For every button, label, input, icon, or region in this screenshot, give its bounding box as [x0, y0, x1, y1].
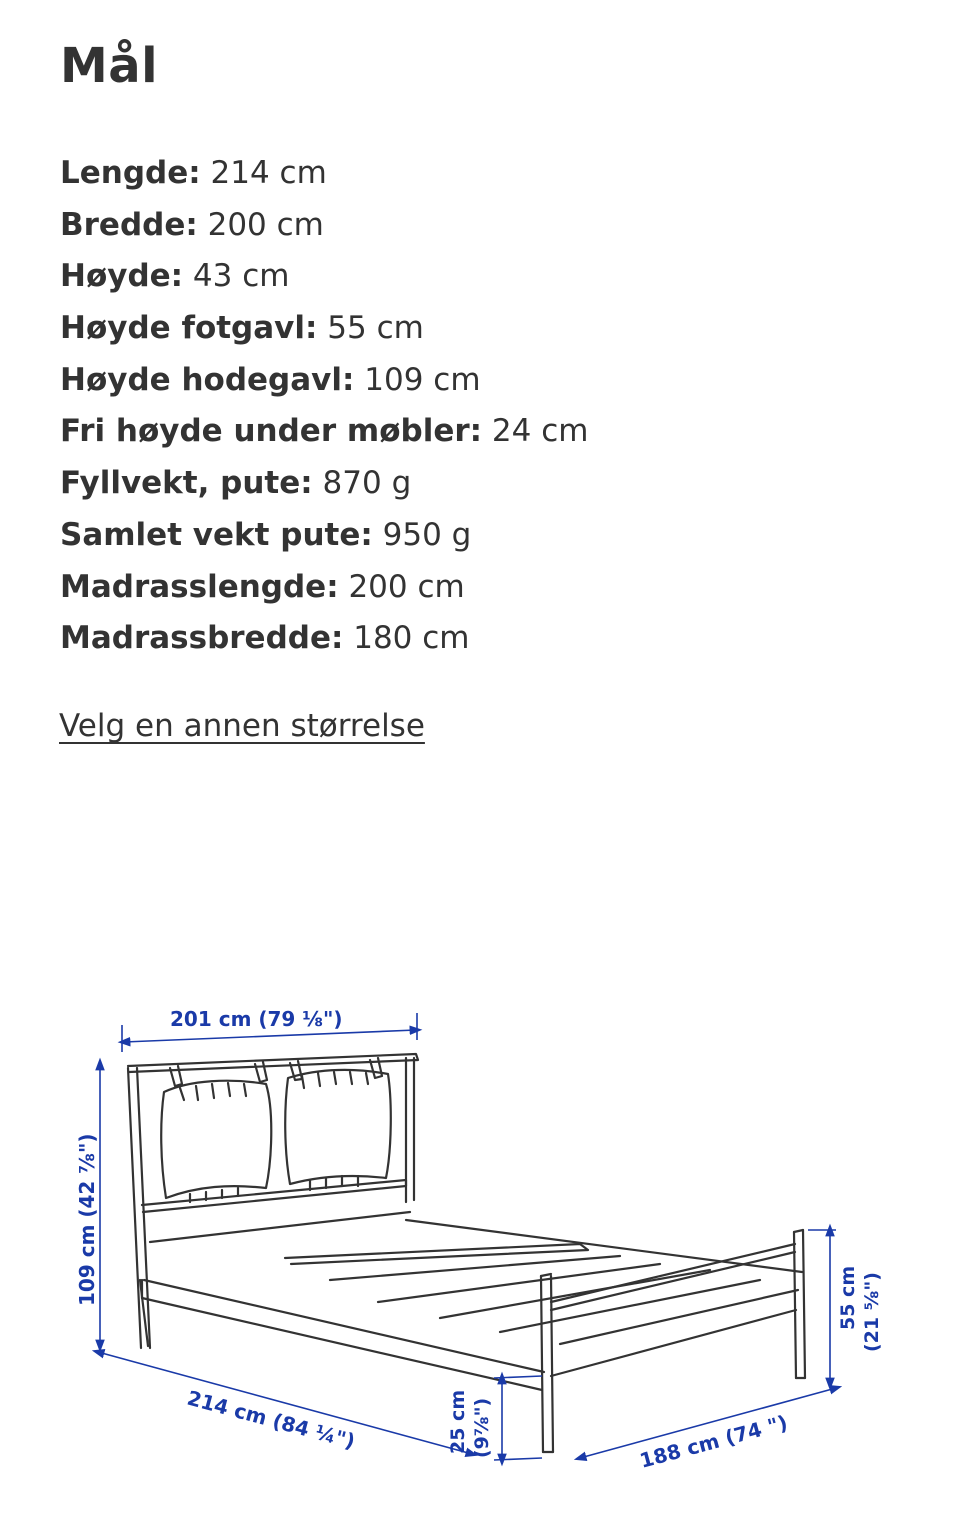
spec-row-mattress-width — [60, 613, 588, 665]
spec-value: 870 g — [322, 465, 412, 502]
spec-row-headboard-height — [60, 355, 588, 407]
page-title: Mål — [60, 38, 159, 94]
spec-label: Høyde: — [60, 258, 184, 295]
spec-label: Madrasslengde: — [60, 568, 339, 605]
clearance-label: 25 cm — [447, 1389, 469, 1454]
spec-row-length — [60, 148, 588, 200]
footboard-height-inches: (21 ⅝") — [861, 1272, 883, 1352]
spec-label: Fri høyde under møbler: — [60, 413, 483, 450]
spec-row-footboard-height — [60, 303, 588, 355]
depth-dimension-label: 188 cm (74 ") — [637, 1410, 790, 1473]
spec-label: Samlet vekt pute: — [60, 516, 373, 553]
dimensions-list — [60, 148, 588, 665]
spec-value: 109 cm — [364, 361, 481, 398]
spec-value: 43 cm — [192, 258, 290, 295]
clearance-inches: (9⅞") — [471, 1397, 493, 1458]
length-dimension-label: 214 cm (84 ¼") — [184, 1385, 358, 1454]
footboard-height-label: 55 cm — [837, 1265, 859, 1330]
spec-row-total-weight — [60, 510, 588, 562]
spec-value: 214 cm — [210, 155, 327, 191]
choose-size-link[interactable]: Velg en annen størrelse — [59, 708, 425, 744]
spec-value: 200 cm — [207, 206, 324, 243]
spec-label: Fyllvekt, pute: — [60, 465, 313, 502]
spec-label: Madrassbredde: — [60, 620, 344, 657]
spec-value: 24 cm — [491, 413, 589, 450]
spec-label: Høyde fotgavl: — [60, 310, 318, 347]
spec-value: 180 cm — [353, 620, 470, 657]
spec-value: 200 cm — [348, 568, 465, 605]
spec-label: Lengde: — [60, 155, 201, 191]
spec-label: Høyde hodegavl: — [60, 361, 355, 398]
spec-row-height — [60, 251, 588, 303]
spec-row-clearance — [60, 406, 588, 458]
spec-value: 55 cm — [327, 310, 424, 347]
spec-row-fill-weight — [60, 458, 588, 510]
spec-label: Bredde: — [60, 206, 198, 243]
bed-dimension-diagram — [60, 980, 900, 1500]
spec-value: 950 g — [382, 516, 472, 553]
width-dimension-label: 201 cm (79 ⅛") — [170, 1007, 343, 1031]
headboard-height-label: 109 cm (42 ⅞") — [75, 1133, 99, 1306]
spec-row-mattress-length — [60, 562, 588, 614]
spec-row-width — [60, 200, 588, 252]
